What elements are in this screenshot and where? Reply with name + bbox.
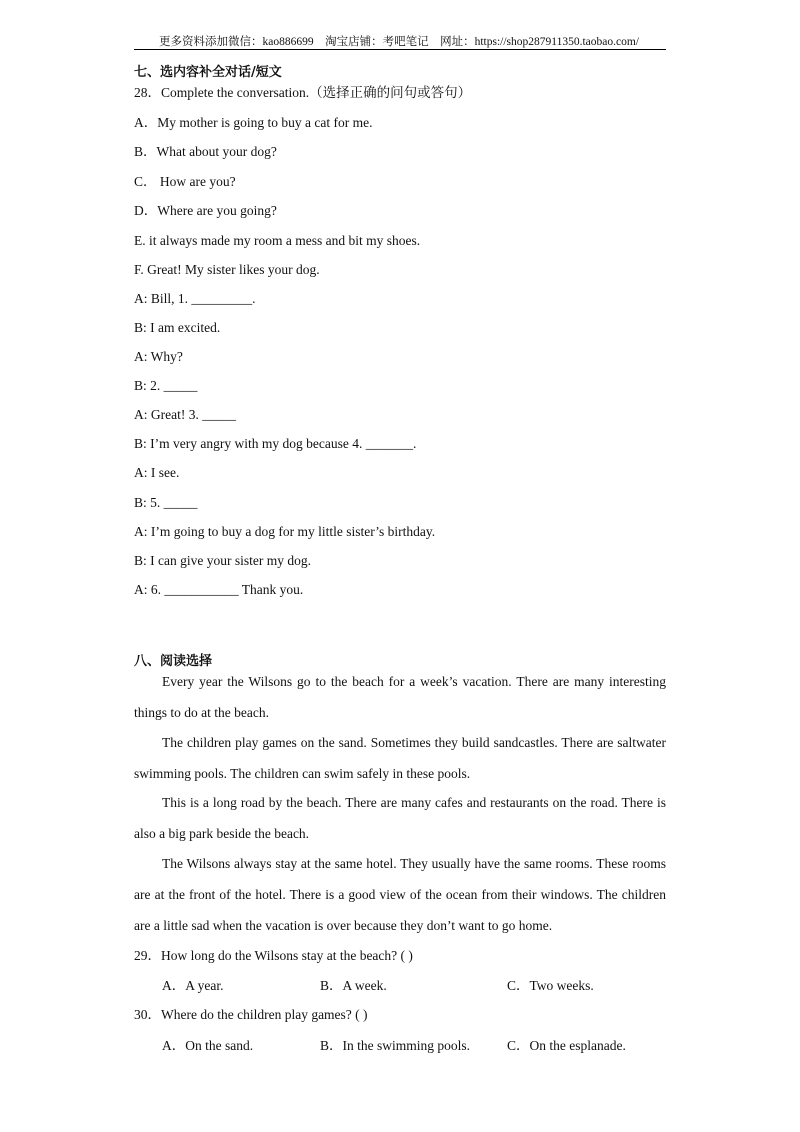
- dialogue-line: B: I can give your sister my dog.: [134, 553, 311, 568]
- section-title: 八、阅读选择: [134, 654, 213, 669]
- option-line: D．Where are you going?: [134, 203, 277, 218]
- answer-option: B．In the swimming pools.: [320, 1038, 471, 1053]
- dialogue-line: B: I am excited.: [134, 320, 221, 335]
- section-title: 七、选内容补全对话/短文: [134, 65, 282, 80]
- option-line: F. Great! My sister likes your dog.: [134, 262, 320, 277]
- answer-option: B．A week.: [320, 978, 387, 993]
- option-line: E. it always made my room a mess and bit my shoes.: [134, 233, 421, 248]
- passage-paragraph: Every year the Wilsons go to the beach for a week’s vacation. There are many interesting things to do at the beach.: [134, 674, 666, 720]
- dialogue-line: A: I see.: [134, 465, 180, 480]
- answer-option: C．Two weeks.: [507, 978, 594, 993]
- dialogue-line: A: Bill, 1. _________.: [134, 291, 256, 306]
- header-divider: [134, 49, 666, 50]
- dialogue-line: B: 2. _____: [134, 378, 198, 393]
- dialogue-line: A: 6. ___________ Thank you.: [134, 582, 304, 597]
- dialogue-line: A: Why?: [134, 349, 183, 364]
- question-stem: 28．Complete the conversation.（选择正确的问句或答句）: [134, 85, 472, 100]
- passage-paragraph: This is a long road by the beach. There are many cafes and restaurants on the road. There is also a big park beside the beach.: [134, 795, 666, 841]
- answer-option: C．On the esplanade.: [507, 1038, 626, 1053]
- option-line: B．What about your dog?: [134, 144, 277, 159]
- answer-option: A．A year.: [162, 978, 224, 993]
- question-stem: 29．How long do the Wilsons stay at the beach? ( ): [134, 948, 413, 963]
- page-header: 更多资料添加微信：kao886699 淘宝店铺：考吧笔记 网址：https://shop287911350.taobao.com/: [159, 36, 639, 48]
- passage-paragraph: The Wilsons always stay at the same hotel. They usually have the same rooms. These rooms are at the front of the hotel. There is a good view of the ocean from their windows. The children are a little sad when the vacation is over because they don’t want to go home.: [134, 856, 666, 933]
- dialogue-line: B: 5. _____: [134, 495, 198, 510]
- option-line: C． How are you?: [134, 174, 236, 189]
- answer-option: A．On the sand.: [162, 1038, 254, 1053]
- option-line: A．My mother is going to buy a cat for me.: [134, 115, 373, 130]
- question-stem: 30．Where do the children play games? ( ): [134, 1007, 368, 1022]
- dialogue-line: A: I’m going to buy a dog for my little sister’s birthday.: [134, 524, 436, 539]
- passage-paragraph: The children play games on the sand. Sometimes they build sandcastles. There are saltwater swimming pools. The children can swim safely in these pools.: [134, 735, 666, 781]
- dialogue-line: B: I’m very angry with my dog because 4. _______.: [134, 436, 417, 451]
- dialogue-line: A: Great! 3. _____: [134, 407, 236, 422]
